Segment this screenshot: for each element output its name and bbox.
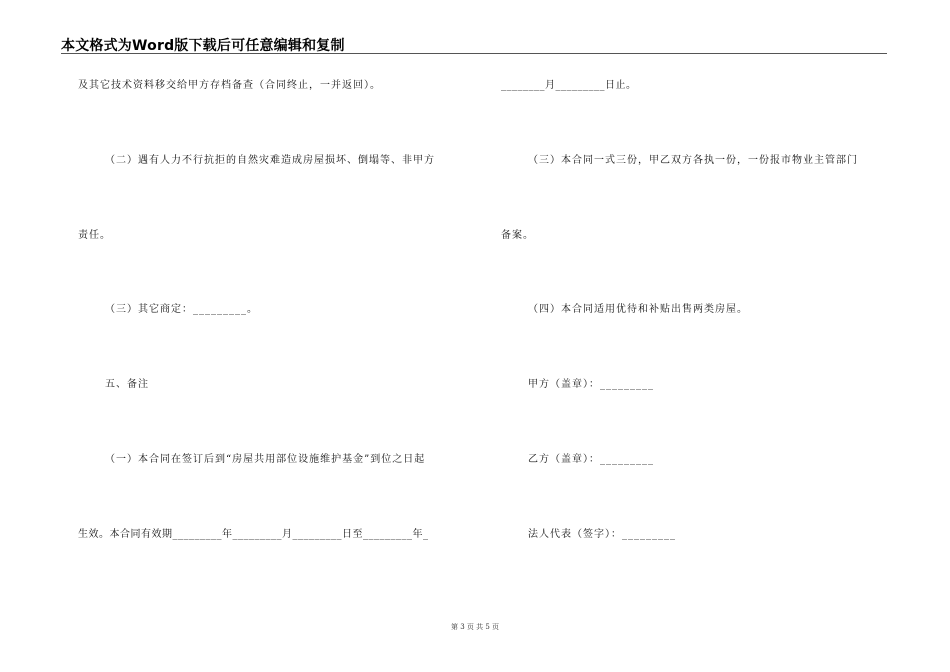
left-paragraph-3: 责任。	[78, 230, 111, 241]
document-header-title: 本文格式为Word版下载后可任意编辑和复制	[61, 38, 345, 54]
right-paragraph-1: ________月_________日止。	[501, 80, 637, 91]
party-b-seal-field: 乙方（盖章）：_________	[528, 454, 654, 465]
page-number: 第 3 页 共 5 页	[450, 623, 500, 631]
left-paragraph-1: 及其它技术资料移交给甲方存档备查（合同终止，一并返回）。	[78, 80, 381, 91]
right-paragraph-3: 备案。	[501, 230, 534, 241]
left-section-heading: 五、备注	[105, 379, 149, 390]
right-paragraph-4: （四）本合同适用优待和补贴出售两类房屋。	[528, 304, 748, 315]
party-a-seal-field: 甲方（盖章）：_________	[528, 379, 654, 390]
right-paragraph-2: （三）本合同一式三份，甲乙双方各执一份，一份报市物业主管部门	[528, 155, 858, 166]
left-paragraph-6: 生效。本合同有效期_________年_________月_________日至_________年_	[78, 529, 429, 540]
left-paragraph-4: （三）其它商定：_________。	[105, 304, 258, 315]
left-paragraph-5: （一）本合同在签订后到“房屋共用部位设施维护基金”到位之日起	[105, 454, 426, 465]
legal-representative-signature-field: 法人代表（签字）：_________	[528, 529, 676, 540]
header-divider	[61, 53, 887, 54]
left-paragraph-2: （二）遇有人力不行抗拒的自然灾难造成房屋损坏、倒塌等、非甲方	[105, 155, 435, 166]
